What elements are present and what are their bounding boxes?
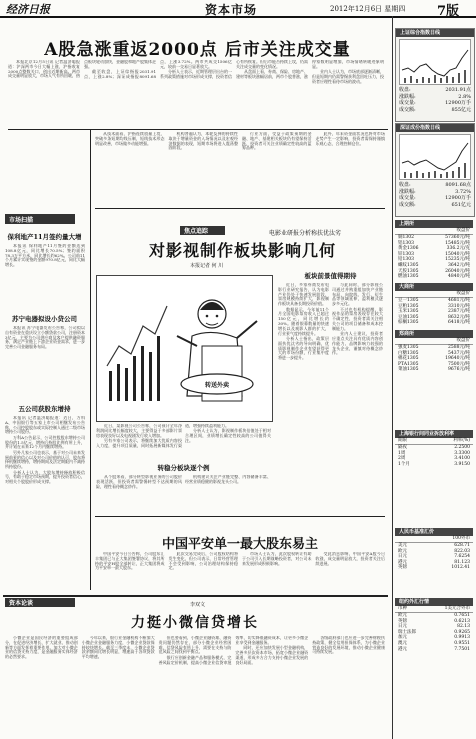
rmb-rate-row: 英镑 1012.41 xyxy=(398,565,470,571)
left-item-body-2: 本报讯 苏宁电器发布公告称，公司拟以自有资金在重庆设立小额贷款公司，注册资本3亿元，主要为公司供应商及客户提供融资服务，满足产业链上下游企业资金需求，进一步完善公司金融服务布局。 xyxy=(5,326,85,350)
commentary-title: 力挺小微信贷增长 xyxy=(131,615,259,631)
sidebar-rule xyxy=(392,16,393,739)
shibor-row: 2周 3.4100 xyxy=(398,456,470,462)
left-column-rule xyxy=(90,130,91,590)
ny-fx-row: 欧元 0.7651 xyxy=(398,613,470,618)
czce-title: 郑商所 xyxy=(395,330,473,338)
shfe-header: 收盘价 xyxy=(395,228,473,235)
szse-index-panel xyxy=(395,123,475,217)
szse-index-title: 深证成份指数日线 xyxy=(396,124,474,132)
rmb-rate-row: 美元 628.71 xyxy=(398,543,470,548)
dce-title: 大商所 xyxy=(395,283,473,291)
sse-index-panel xyxy=(395,28,475,122)
rmb-rate-row: 欧元 822.03 xyxy=(398,548,470,554)
issue-date: 2012年12月6日 星期四 xyxy=(330,5,406,13)
shfe-table xyxy=(395,220,473,280)
ny-fx-row: 瑞士法郎 0.9265 xyxy=(398,629,470,635)
sse-row-turnover: 成交额: 855亿元 xyxy=(399,106,471,113)
shibor-table xyxy=(395,430,473,467)
shfe-row: 天胶1305 26040元/吨 xyxy=(398,268,470,274)
main-headline: A股急涨重返2000点 后市关注成交量 xyxy=(44,40,351,60)
lower-feature-body: 中国平安今日公告称，公司股东汇丰集团已与正大集团签署协议，将其所持的平安H股全部转让，正大集团将成为平安单一最大股东。 此次交易完成后，公司股权结构将发生变化，但公司表示，日常经营管理不会受到影响，公司治理结构保持稳定。 市场人士认为，此次股权转让有助于公司引入长期战略投资者，对公司未来发展形成积极影响。 受此消息影响，中国平安A股今日收涨，成交量明显放大，投资者关注后续进展。 xyxy=(95,552,385,571)
cartoon-caption: 转送外卖 xyxy=(204,382,229,389)
headline-divider xyxy=(8,129,388,130)
szse-row-change: 涨跌幅: 3.72% xyxy=(399,188,471,195)
cartoon-drawing xyxy=(97,276,272,421)
szse-row-turnover: 成交额: 651亿元 xyxy=(399,201,471,208)
rmb-rate-row: 日元 7.6254 xyxy=(398,554,470,560)
feature-byline: 本报记者 何 川 xyxy=(190,263,224,269)
ny-fx-row: 日元 82.13 xyxy=(398,624,470,630)
feature-body-right: 近日，多家券商发布电影行业研究报告，认为电影产业仍处于快速发展阶段，票房规模持续扩大，影视制作板块具备长期投资价值。 数据显示，今年前11个月全国电影票房收入已超过150亿元，同比增长约30%。随着银幕数量的快速增长以及观影人群的扩大，行业景气度持续提升。 分析人士指出，政策层面扶优汰劣的导向明确，优质影视制作企业有望获得更大的市场份额，行业集中度将进一步提升。 与此同时，部分影视公司通过并购重组加快产业链布局，向院线、发行、衍生品等领域延伸，盈利模式逐步多元化。 不过也有机构提醒，影视作品的票房表现存在较大不确定性，投资者需关注相关公司的项目储备和成本控制能力。 业内人士建议，投资者应重点关注具有优质内容创作能力、品牌影响力较强的龙头企业，谨慎对待概念炒作。 xyxy=(278,283,383,361)
shfe-row: 燃油1305 4840元/吨 xyxy=(398,274,470,280)
commentary-top-rule xyxy=(3,595,388,597)
shfe-row: 铜1302 57360元/吨 xyxy=(398,235,470,240)
focus-banner xyxy=(180,226,225,235)
dce-row: 豆一1305 4681元/吨 xyxy=(398,298,470,303)
feature-top-rule xyxy=(95,208,385,209)
lower-feature-title: 中国平安单一最大股东易主 xyxy=(161,537,318,552)
shibor-title: 上海银行间同业拆放利率 xyxy=(395,430,473,438)
commentary-banner xyxy=(5,598,75,607)
czce-row: 强麦1305 2588元/吨 xyxy=(398,345,470,350)
commentary-banner-label: 资本论谈 xyxy=(9,600,34,607)
feature-bottom-rule xyxy=(95,516,385,517)
focus-banner-label: 焦点追踪 xyxy=(184,228,209,235)
czce-row: 白糖1305 5437元/吨 xyxy=(398,350,470,356)
market-scan-label: 市场扫描 xyxy=(9,216,34,224)
masthead xyxy=(0,0,476,18)
szse-index-line xyxy=(400,135,470,179)
czce-table xyxy=(395,330,473,373)
czce-row: 菜油1305 9676元/吨 xyxy=(398,367,470,373)
szse-row-close: 收盘: 8091.68点 xyxy=(399,182,471,188)
szse-row-volume: 成交量: 12900万手 xyxy=(399,195,471,201)
sse-row-close: 收盘: 2031.91点 xyxy=(399,87,471,93)
sse-index-title: 上证综合指数日线 xyxy=(396,29,474,37)
lead-article-body: 本报北京12月5日讯 记者温济聪报道：沪深两市今日大幅上涨，沪指收复2000点整数关口，创出近期新高。两市成交量明显放大，市场人气有所回暖，热点板块轮动加快，金融股和地产股集体走强。 截至收盘，上证综指报2031.91点，上涨2.8%；深证成指报8091.68点，上涨3.72%。两市共成交1506亿元，较前一交易日显著放大。 分析人士表示，近期管理层出台的一系列政策措施对市场形成支撑，投资者信心有所恢复。但后市能否持续上攻，仍需关注成交量的变化情况。 从盘面上看，券商、保险、房地产、建材等板块涨幅居前，两市个股普涨，涨停家数明显增加，市场情绪转暖迹象明显。 业内人士认为，市场底部逐渐清晰，但是短期内仍需警惕获利盘回吐压力，投资者应理性看待市场的波动。 xyxy=(8,60,384,84)
feature-body-left: 近日，某影视公司公告称，公司预计全年净利润同比增长幅度较大，主要得益于多部影片票房表现良好以及电视剧发行收入增加。 另有多家公司表示，将继续加大优质内容投入力度，提升项目质量，同时拓展新媒体发行渠道，增强持续盈利能力。 分析人士认为，影视制作板块估值处于相对合理区间，业绩增长确定性较高的公司值得关注。 xyxy=(96,424,271,448)
czce-row: PTA1305 7500元/吨 xyxy=(398,361,470,367)
section-title: 资本市场 xyxy=(205,3,258,17)
market-scan-banner xyxy=(5,214,75,224)
left-item-title-3: 五公司获股东增持 xyxy=(18,405,71,413)
ny-fx-row: 加元 0.9913 xyxy=(398,635,470,641)
ny-fx-row: 澳元 0.9551 xyxy=(398,640,470,646)
left-item-body-1: 本报讯 保利地产11月签约金额达到108.8亿元，同比增长70.5%；签约面积78.3万平方米，同比增长约62%。公司前11个月累计实现签约金额970.8亿元，同比大幅增长。 xyxy=(5,244,85,268)
newspaper-logo: 经济日报 xyxy=(6,3,50,16)
rmb-rate-table xyxy=(395,528,473,571)
shibor-row: 1周 3.3300 xyxy=(398,450,470,456)
shfe-row: 锌1303 15040元/吨 xyxy=(398,251,470,257)
dce-row: 玉米1305 2387元/吨 xyxy=(398,309,470,315)
top-right-article-body: 从技术面看，沪指连续放量上攻，突破多条短期均线压制，短线技术形态明显改善，市场做多动能增强。 机构普遍认为，本轮反弹的持续性取决于增量资金的入场情况以及宏观经济数据的表现，短期市场将进入震荡整固阶段。 行业方面，受益于政策预期的金融、地产、基建相关板块仍有望保持活跃，投资者可关注业绩确定性较高的蓝筹品种。 此外，年末资金面状况也将对市场走势产生一定影响，投资者需保持谨慎乐观心态，合理控制仓位。 xyxy=(95,132,385,151)
sse-row-volume: 成交量: 12900万手 xyxy=(399,100,471,106)
left-item-title-2: 苏宁电器拟设小贷公司 xyxy=(12,315,77,323)
dce-row: 豆油1305 8632元/吨 xyxy=(398,314,470,320)
shfe-row: 铝1303 15485元/吨 xyxy=(398,240,470,246)
commentary-author: 李双文 xyxy=(190,602,206,608)
shfe-title: 上期所 xyxy=(395,220,473,228)
shfe-row: 铅1303 15235元/吨 xyxy=(398,257,470,263)
ny-fx-row: 英镑 0.6213 xyxy=(398,618,470,624)
feature-subhead-1: 板块前景值得期待 xyxy=(304,272,357,280)
szse-index-chart xyxy=(399,134,471,180)
shfe-row: 黄金1306 336.2元/克 xyxy=(398,246,470,252)
sse-row-change: 涨跌幅: 2.8% xyxy=(399,93,471,100)
ny-fx-row: 港元 7.7501 xyxy=(398,646,470,652)
ny-fx-header: 币种 1美元合外币 xyxy=(395,606,473,613)
feature-body-left-2: 从个股来看，部分转型影视业务的公司股价表现活跃，但投资者需警惕转型不达预期的风险，理性看待概念炒作。 机构建议关注产业链完整、内容储备丰富、经营业绩稳健的影视龙头公司。 xyxy=(96,475,271,489)
sse-index-line xyxy=(400,40,470,84)
dce-header: 收盘价 xyxy=(395,291,473,298)
ny-fx-title: 纽约外汇行情 xyxy=(395,598,473,606)
dce-row: 豆粕1305 3310元/吨 xyxy=(398,303,470,309)
rmb-rate-title: 人民币基准汇价 xyxy=(395,528,473,536)
left-item-body-3: 本报讯 记者温济聪报道：近日，万科A、中国银行等五家上市公司相继发布公告称，公司控股股东或实际控制人通过二级市场增持公司股份。 万科A公告显示，公司控股股东增持公司股份约1.5亿元，增持后持股比例有所上升，并计划在未来12个月内继续增持。 另外几家公司也表示，基于对公司未来发展前景的信心以及对公司价值的认可，股东将择机继续增持，增持期间及法定期限内不减持所持股份。 分析人士认为，大股东增持释放积极信号，有助于稳定市场预期，提升投资者信心，对相关个股股价形成支撑。 xyxy=(5,416,85,485)
ny-fx-table xyxy=(395,598,473,652)
shibor-header: 期限 利率(%) xyxy=(395,438,473,445)
feature-kicker: 电影业研报分析称扶优汰劣 xyxy=(268,230,341,237)
sse-index-chart xyxy=(399,39,471,85)
czce-row: 棉花1305 19640元/吨 xyxy=(398,356,470,362)
editorial-cartoon xyxy=(96,275,273,422)
rmb-rate-header: 100外币 xyxy=(395,536,473,543)
czce-header: 收盘价 xyxy=(395,338,473,345)
dce-table xyxy=(395,283,473,326)
shibor-row: 隔夜 2.2500 xyxy=(398,445,470,450)
shibor-row: 1个月 3.9150 xyxy=(398,461,470,467)
feature-title: 对影视制作板块影响几何 xyxy=(148,241,336,260)
rmb-rate-row: 港元 81.123 xyxy=(398,559,470,565)
left-item-title-1: 保利地产11月签约量大增 xyxy=(7,233,82,241)
shfe-row: 螺纹1305 3642元/吨 xyxy=(398,262,470,268)
page-number: 7版 xyxy=(437,4,460,19)
commentary-body: 小微企业是国民经济的重要组成部分，在促进经济增长、扩大就业、推动创新等方面发挥着重要作用。加大对小微企业的信贷支持力度，是金融服务实体经济的必然要求。 今年以来，银行业金融机构不断加大小微企业金融服务力度，小微企业贷款保持较快增长。截至三季度末，小微企业贷款余额同比增长明显，增速高于各项贷款平均增速。 但也要看到，小微企业融资难、融资贵问题仍然存在，部分小微企业经营困难，信贷风险有所上升，需要在支持与防范风险之间找到平衡点。 银行应创新金融产品和服务模式，完善风险定价机制，提高小微企业信贷审批效率，切实降低融资成本，让更多小微企业享受到金融服务。 同时，还应加快发展小型金融机构，完善多层次资本市场，拓宽小微企业融资渠道，形成多方合力支持小微企业发展的良好局面。 各级政府部门也应进一步完善财税扶持政策，健全信用担保体系，为小微企业营造良好的发展环境，推动小微企业健康可持续发展。 xyxy=(5,636,385,665)
feature-subhead-3: 转稳分板块逐个例 xyxy=(157,464,210,472)
dce-row: 棕榈1305 6418元/吨 xyxy=(398,320,470,326)
